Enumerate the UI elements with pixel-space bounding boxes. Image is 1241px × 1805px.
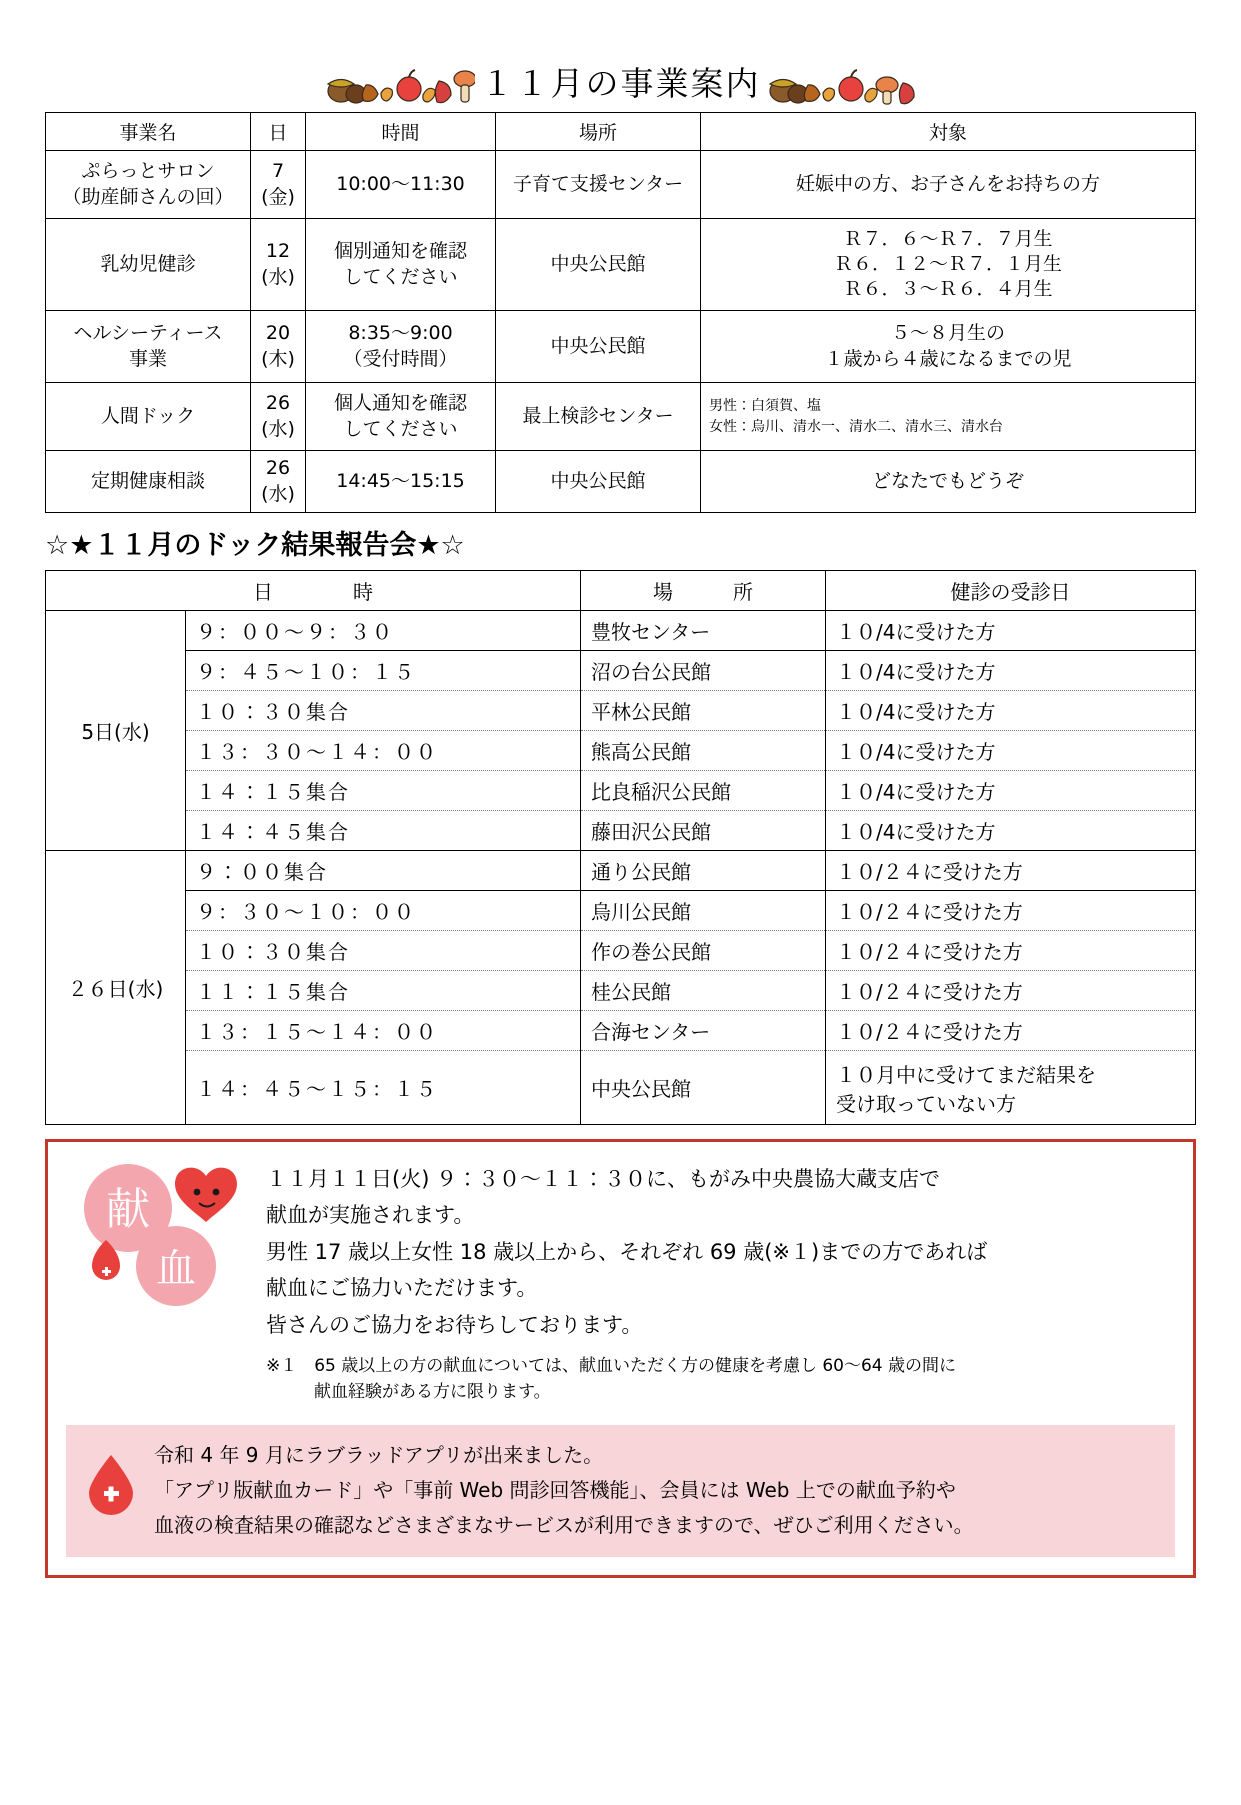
cell-exam-date: １０/4に受けた方 — [826, 771, 1196, 811]
cell-target — [701, 151, 1196, 219]
cell-target — [701, 219, 1196, 311]
app-line-3: 血液の検査結果の確認などさまざまなサービスが利用できますので、ぜひご利用ください。 — [154, 1513, 974, 1538]
group-day-label: ２６日(水) — [46, 851, 186, 1125]
donation-line-2: 献血が実施されます。 — [266, 1203, 475, 1228]
cell-place: 烏川公民館 — [581, 891, 826, 931]
col-header-day: 日 — [251, 113, 306, 151]
table-header-row — [46, 113, 1196, 151]
table-row — [46, 1051, 1196, 1125]
page-title: １１月の事業案内 — [480, 63, 761, 103]
day-weekday: (金) — [261, 185, 295, 208]
name-line2: 事業 — [128, 347, 167, 370]
table-row — [46, 451, 1196, 513]
app-line-1: 令和 4 年 9 月にラブラッドアプリが出来ました。 — [154, 1443, 604, 1468]
donation-line-1: １１月１１日(火) ９：３０〜１１：３０に、もがみ中央農協大蔵支店で — [266, 1167, 941, 1191]
day-number: 26 — [265, 392, 291, 415]
autumn-decoration-right-icon — [767, 55, 917, 107]
page-header — [45, 50, 1196, 112]
cell-exam-date: １０/4に受けた方 — [826, 811, 1196, 851]
cell-place: 作の巻公民館 — [581, 931, 826, 971]
cell-place: 合海センター — [581, 1011, 826, 1051]
lovelad-app-notice — [66, 1425, 1175, 1557]
cell-time: 14:45〜15:15 — [306, 451, 496, 513]
time-line1: 8:35〜9:00 — [348, 322, 453, 345]
svg-text:献: 献 — [106, 1184, 150, 1235]
cell-place: 中央公民館 — [496, 219, 701, 311]
cell-place: 中央公民館 — [581, 1051, 826, 1125]
blood-drop-icon — [86, 1441, 140, 1520]
exam-date-line2: 受け取っていない方 — [836, 1091, 1016, 1116]
cell-time: １０：３０集合 — [186, 691, 581, 731]
svg-text:血: 血 — [156, 1246, 196, 1292]
cell-place: 平林公民館 — [581, 691, 826, 731]
col-header-place: 場 所 — [581, 571, 826, 611]
target-line: 妊娠中の方、お子さんをお持ちの方 — [795, 172, 1100, 195]
cell-time — [306, 219, 496, 311]
table-row — [46, 931, 1196, 971]
table-row — [46, 971, 1196, 1011]
group-day-label: 5日(水) — [46, 611, 186, 851]
cell-place: 通り公民館 — [581, 851, 826, 891]
cell-place: 比良稲沢公民館 — [581, 771, 826, 811]
cell-name — [46, 311, 251, 383]
cell-exam-date: １０/２４に受けた方 — [826, 971, 1196, 1011]
cell-time: ９：００〜９：３０ — [186, 611, 581, 651]
cell-name: 乳幼児健診 — [46, 219, 251, 311]
cell-time: １４：４５〜１５：１５ — [186, 1051, 581, 1125]
exam-date-line1: １０月中に受けてまだ結果を — [836, 1062, 1096, 1087]
target-male-line: 男性：白須賀、塩 — [709, 397, 821, 414]
cell-time — [306, 311, 496, 383]
donation-line-5: 皆さんのご協力をお待ちしております。 — [266, 1312, 643, 1337]
day-number: 20 — [265, 322, 291, 345]
col-header-exam-date: 健診の受診日 — [826, 571, 1196, 611]
donation-top — [66, 1158, 1175, 1405]
table-row — [46, 811, 1196, 851]
col-header-place: 場所 — [496, 113, 701, 151]
cell-exam-date: １０/２４に受けた方 — [826, 891, 1196, 931]
name-line2: （助産師さんの回） — [62, 185, 234, 208]
target-line: Ｒ６．３〜Ｒ６．４月生 — [843, 278, 1053, 301]
cell-time: １４：４５集合 — [186, 811, 581, 851]
day-weekday: (水) — [261, 417, 295, 440]
cell-exam-date — [826, 1051, 1196, 1125]
cell-day — [251, 383, 306, 451]
target-female-line: 女性：烏川、清水一、清水二、清水三、清水台 — [709, 418, 1003, 435]
cell-place: 中央公民館 — [496, 311, 701, 383]
donation-line-3: 男性 17 歳以上女性 18 歳以上から、それぞれ 69 歳(※１)までの方であれば — [266, 1239, 988, 1264]
autumn-decoration-left-icon — [325, 55, 475, 107]
document-page — [0, 50, 1241, 1578]
table-row — [46, 311, 1196, 383]
cell-exam-date: １０/２４に受けた方 — [826, 851, 1196, 891]
table-header-row — [46, 571, 1196, 611]
table-row — [46, 219, 1196, 311]
cell-time: ９：４５〜１０：１５ — [186, 651, 581, 691]
cell-place: 中央公民館 — [496, 451, 701, 513]
donation-footnote — [266, 1354, 1175, 1405]
table-row — [46, 651, 1196, 691]
footnote-line2: 献血経験がある方に限ります。 — [314, 1381, 551, 1402]
schedule-table — [45, 112, 1196, 513]
name-line1: ヘルシーティース — [73, 322, 223, 345]
cell-time: １１：１５集合 — [186, 971, 581, 1011]
app-notice-text — [154, 1441, 974, 1539]
cell-exam-date: １０/２４に受けた方 — [826, 1011, 1196, 1051]
target-line: １歳から４歳になるまでの児 — [824, 347, 1072, 370]
app-line-2: 「アプリ版献血カード」や「事前 Web 問診回答機能」、会員には Web 上での献血予約や — [154, 1478, 956, 1503]
blood-donation-illustration — [66, 1158, 256, 1333]
cell-time — [306, 383, 496, 451]
day-weekday: (木) — [261, 347, 295, 370]
cell-day — [251, 219, 306, 311]
col-header-time: 時間 — [306, 113, 496, 151]
cell-exam-date: １０/4に受けた方 — [826, 731, 1196, 771]
table-row — [46, 383, 1196, 451]
cell-place: 沼の台公民館 — [581, 651, 826, 691]
donation-line-4: 献血にご協力いただけます。 — [266, 1276, 538, 1301]
cell-exam-date: １０/4に受けた方 — [826, 691, 1196, 731]
cell-time: ９：００集合 — [186, 851, 581, 891]
cell-place: 熊高公民館 — [581, 731, 826, 771]
dock-report-table — [45, 570, 1196, 1125]
cell-place: 藤田沢公民館 — [581, 811, 826, 851]
day-number: 7 — [271, 160, 285, 183]
cell-time: １０：３０集合 — [186, 931, 581, 971]
cell-day — [251, 151, 306, 219]
time-line1: 個別通知を確認 — [333, 240, 467, 263]
cell-exam-date: １０/4に受けた方 — [826, 651, 1196, 691]
name-line1: ぷらっとサロン — [81, 160, 215, 183]
target-line: ５〜８月生の — [890, 322, 1005, 345]
table-row — [46, 691, 1196, 731]
table-row — [46, 1011, 1196, 1051]
day-number: 26 — [265, 457, 291, 480]
cell-exam-date: １０/4に受けた方 — [826, 611, 1196, 651]
cell-time: １３：３０〜１４：００ — [186, 731, 581, 771]
cell-day — [251, 311, 306, 383]
col-header-target: 対象 — [701, 113, 1196, 151]
cell-target — [701, 311, 1196, 383]
table-row — [46, 851, 1196, 891]
cell-exam-date: １０/２４に受けた方 — [826, 931, 1196, 971]
cell-name — [46, 151, 251, 219]
time-line1: 10:00〜11:30 — [336, 172, 465, 195]
table-row — [46, 611, 1196, 651]
target-line: Ｒ６．１２〜Ｒ７．１月生 — [833, 252, 1062, 275]
blood-donation-box — [45, 1139, 1196, 1578]
cell-day — [251, 451, 306, 513]
cell-place: 子育て支援センター — [496, 151, 701, 219]
time-line2: してください — [343, 417, 458, 440]
day-weekday: (水) — [261, 482, 295, 505]
time-line2: （受付時間） — [343, 347, 458, 370]
time-line1: 個人通知を確認 — [333, 392, 467, 415]
donation-text — [266, 1158, 1175, 1405]
cell-name: 定期健康相談 — [46, 451, 251, 513]
day-weekday: (水) — [261, 265, 295, 288]
cell-target — [701, 383, 1196, 451]
target-line: Ｒ７．６〜Ｒ７．７月生 — [843, 227, 1053, 250]
cell-place: 最上検診センター — [496, 383, 701, 451]
footnote-line1: ※１ 65 歳以上の方の献血については、献血いただく方の健康を考慮し 60〜64 歳の間に — [266, 1356, 957, 1377]
time-line2: してください — [343, 265, 458, 288]
table-row — [46, 891, 1196, 931]
table-row — [46, 731, 1196, 771]
cell-time — [306, 151, 496, 219]
cell-time: １４：１５集合 — [186, 771, 581, 811]
cell-place: 桂公民館 — [581, 971, 826, 1011]
cell-time: １３：１５〜１４：００ — [186, 1011, 581, 1051]
cell-time: ９：３０〜１０：００ — [186, 891, 581, 931]
col-header-name: 事業名 — [46, 113, 251, 151]
cell-place: 豊牧センター — [581, 611, 826, 651]
table-row — [46, 771, 1196, 811]
col-header-datetime: 日 時 — [46, 571, 581, 611]
cell-name: 人間ドック — [46, 383, 251, 451]
report-section-title: ☆★１１月のドック結果報告会★☆ — [45, 530, 465, 561]
table-row — [46, 151, 1196, 219]
cell-target: どなたでもどうぞ — [701, 451, 1196, 513]
day-number: 12 — [265, 240, 291, 263]
